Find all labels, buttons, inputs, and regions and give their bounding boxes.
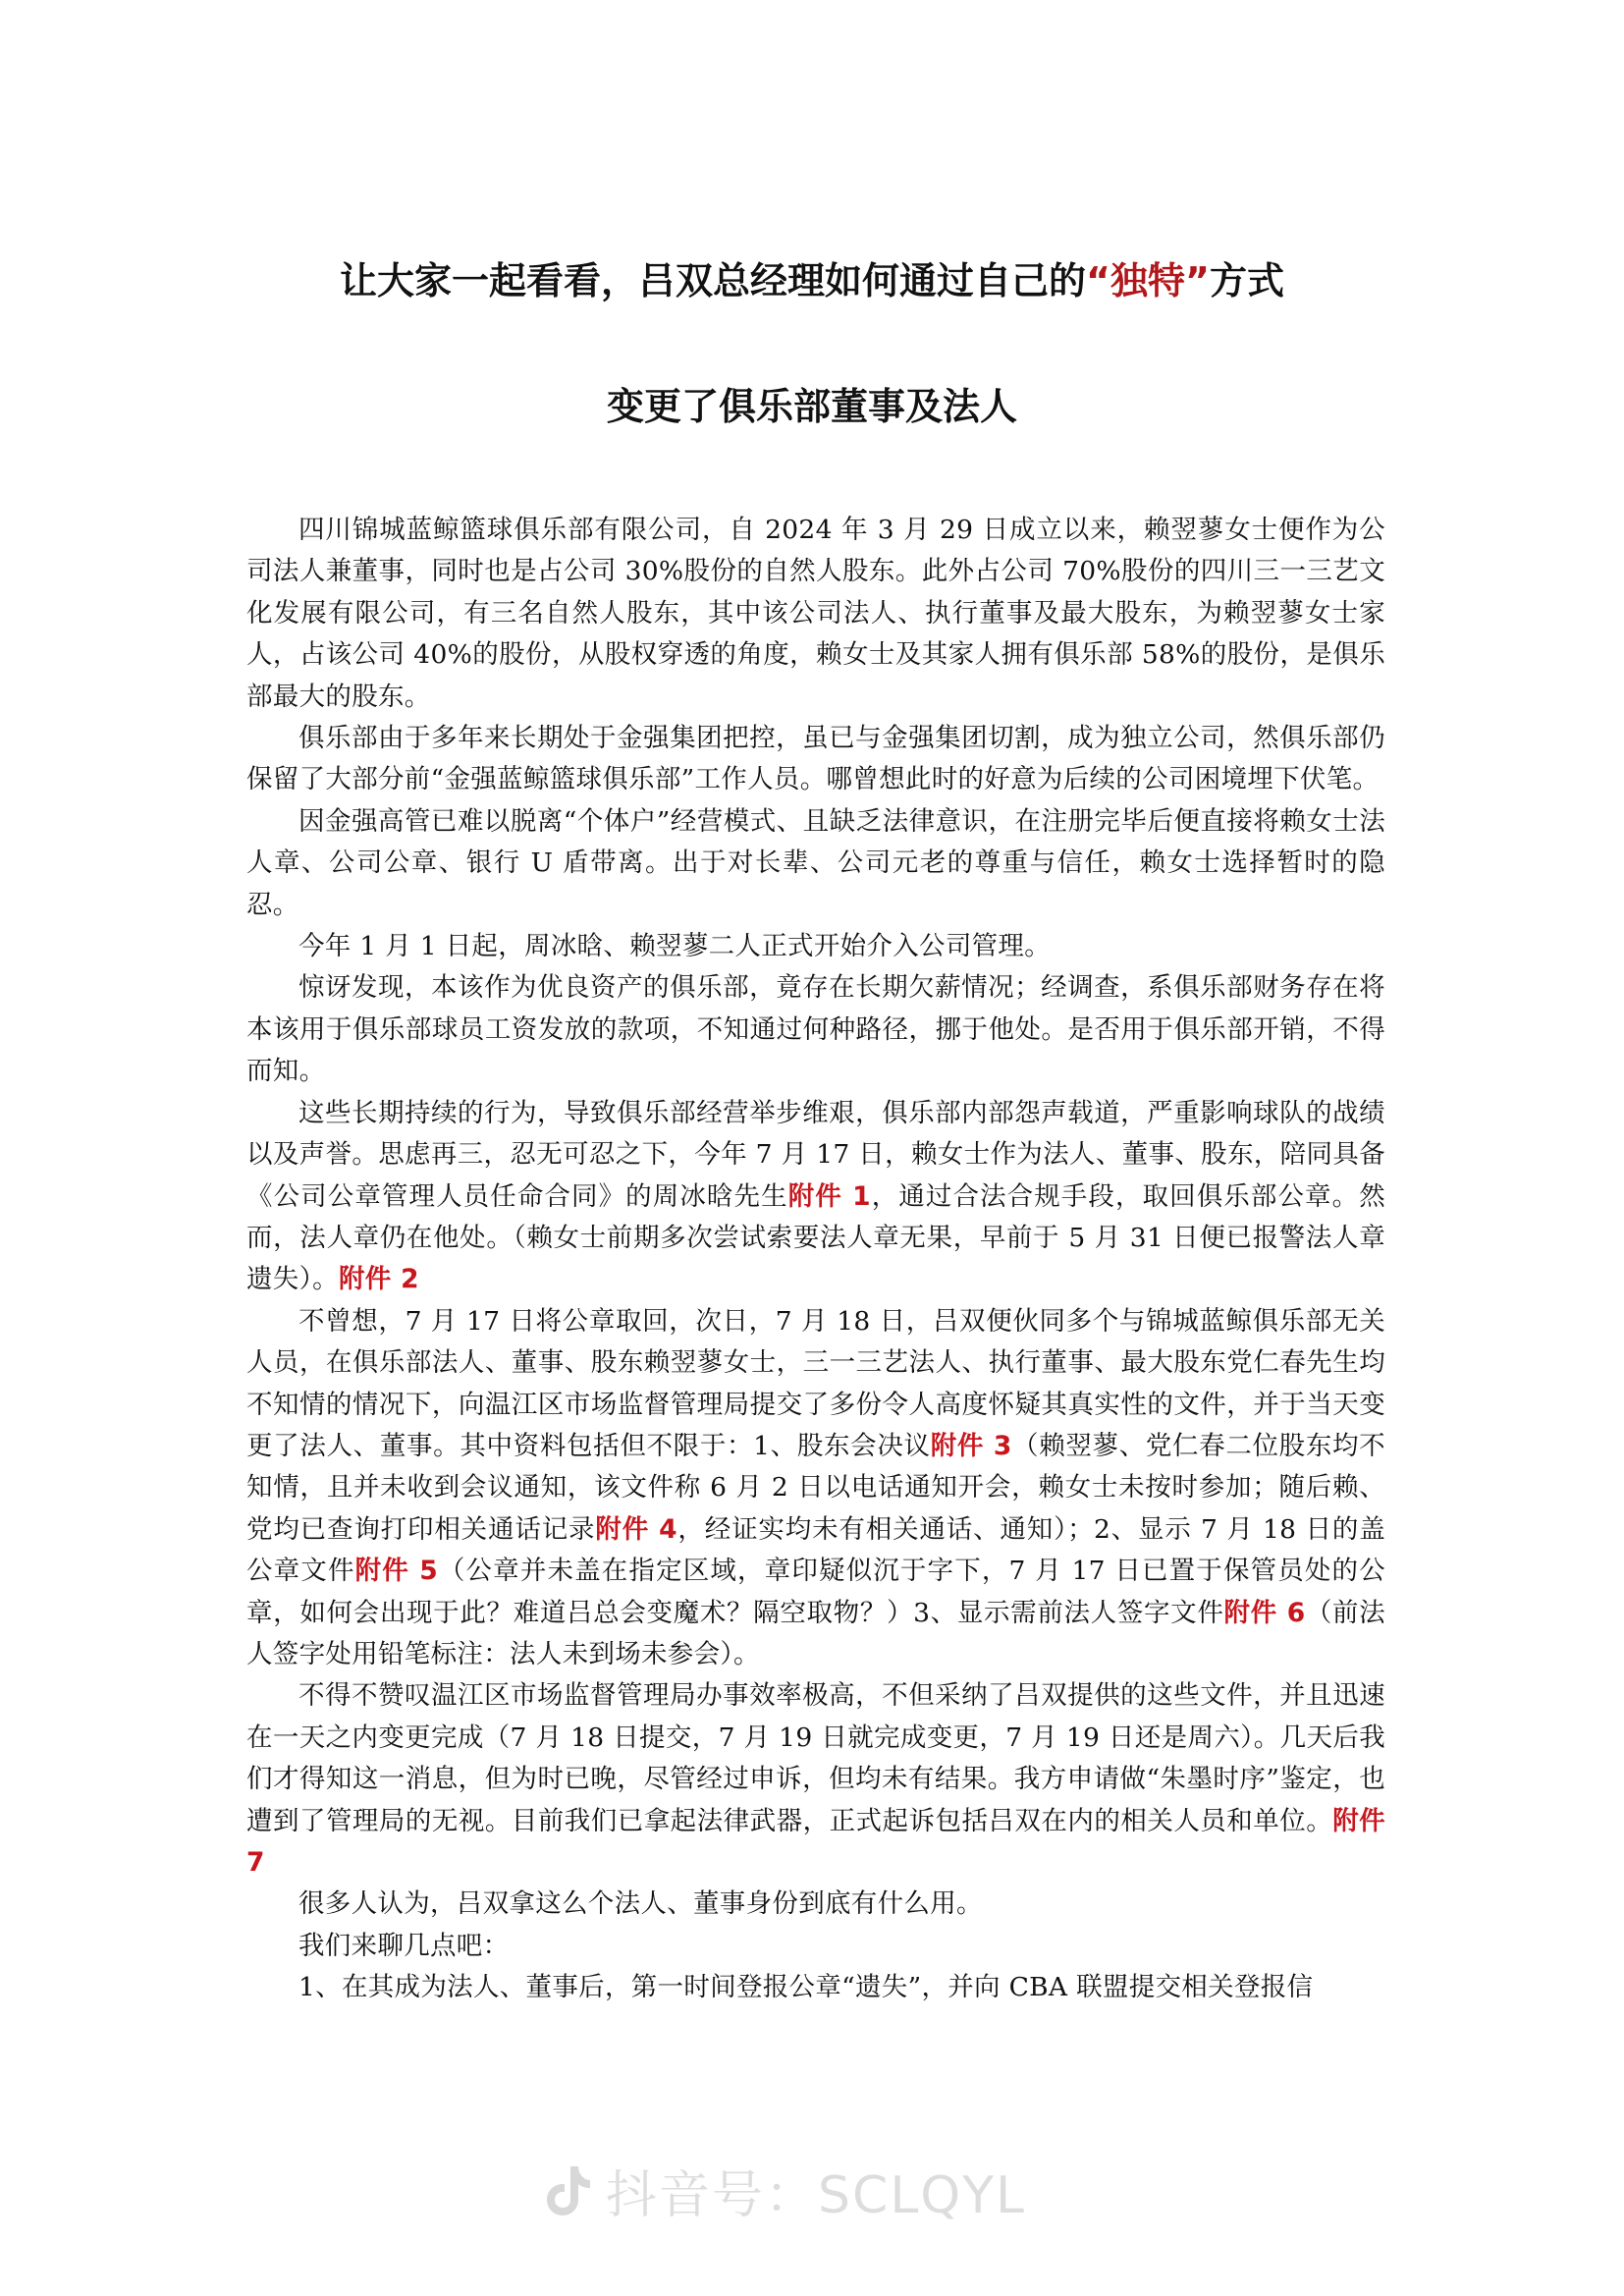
title-line-2: 变更了俱乐部董事及法人: [606, 385, 1017, 428]
title-line-1: [0, 250, 1624, 304]
title-text-after: 方式: [1209, 259, 1284, 302]
paragraph-7: [246, 1301, 1385, 1676]
attachment-3-ref: 附件 3: [930, 1430, 1012, 1461]
title-highlight: “独特”: [1086, 259, 1210, 302]
paragraph-7-text-e: （前法人签字处用铅笔标注：法人未到场未参会）。: [246, 1597, 1385, 1669]
paragraph-9: 很多人认为，吕双拿这么个法人、董事身份到底有什么用。: [298, 1888, 983, 1920]
paragraph-1: 四川锦城蓝鲸篮球俱乐部有限公司，自 2024 年 3 月 29 日成立以来，赖翌蓼女士便作为公司法人兼董事，同时也是占公司 30%股份的自然人股东。此外占公司 70%股份的四川三一三艺文化发展有限公司，有三名自然人股东，其中该公司法人、执行董事及最大股东，为赖翌蓼女士家人，占该公司 40%的股份，从股权穿透的角度，赖女士及其家人拥有俱乐部 58%的股份，是俱乐部最大的股东。: [246, 515, 1385, 712]
paragraph-11: 1、在其成为法人、董事后，第一时间登报公章“遗失”，并向 CBA 联盟提交相关登报信: [298, 1972, 1314, 2003]
paragraph-6-text-b: ，通过合法合规手段，取回俱乐部公章。然而，法人章仍在他处。（赖女士前期多次尝试索要法人章无果，早前于 5 月 31 日便已报警法人章遗失）。: [246, 1180, 1385, 1295]
paragraph-6: [246, 1093, 1385, 1301]
paragraph-4: 今年 1 月 1 日起，周冰晗、赖翌蓼二人正式开始介入公司管理。: [298, 931, 1052, 962]
paragraph-7-text-d: （公章并未盖在指定区域，章印疑似沉于字下，7 月 17 日已置于保管员处的公章，如何会出现于此？难道吕总会变魔术？隔空取物？）3、显示需前法人签字文件: [246, 1556, 1385, 1628]
paragraph-7-text-a: 不曾想，7 月 17 日将公章取回，次日，7 月 18 日，吕双便伙同多个与锦城蓝鲸俱乐部无关人员，在俱乐部法人、董事、股东赖翌蓼女士，三一三艺法人、执行董事、最大股东党仁春先生均不知情的情况下，向温江区市场监督管理局提交了多份令人高度怀疑其真实性的文件，并于当天变更了法人、董事。其中资料包括但不限于：1、股东会决议: [246, 1305, 1385, 1461]
attachment-4-ref: 附件 4: [595, 1513, 677, 1545]
paragraph-7-text-c: ，经证实均未有相关通话、通知）；2、显示 7 月 18 日的盖公章文件: [246, 1513, 1386, 1587]
watermark-text: 抖音号：SCLQYL: [606, 2165, 1026, 2225]
paragraph-8-text-a: 不得不赞叹温江区市场监督管理局办事效率极高，不但采纳了吕双提供的这些文件，并且迅速在一天之内变更完成（7 月 18 日提交，7 月 19 日就完成变更，7 月 19 日还是周六）。几天后我们才得知这一消息，但为时已晚，尽管经过申诉，但均未有结果。我方申请做“朱墨时序”鉴定，也遭到了管理局的无视。目前我们已拿起法律武器，正式起诉包括吕双在内的相关人员和单位。: [246, 1680, 1385, 1836]
paragraph-6-text-a: 这些长期持续的行为，导致俱乐部经营举步维艰，俱乐部内部怨声载道，严重影响球队的战绩以及声誉。思虑再三，忍无可忍之下，今年 7 月 17 日，赖女士作为法人、董事、股东，陪同具备《公司公章管理人员任命合同》的周冰晗先生: [246, 1097, 1385, 1212]
attachment-2-ref: 附件 2: [338, 1264, 419, 1295]
attachment-5-ref: 附件 5: [354, 1556, 439, 1587]
paragraph-7-text-b: （赖翌蓼、党仁春二位股东均不知情，且并未收到会议通知，该文件称 6 月 2 日以电话通知开会，赖女士未按时参加；随后赖、党均已查询打印相关通话记录: [246, 1430, 1385, 1545]
tiktok-logo-icon: [545, 2162, 592, 2217]
paragraph-5: 惊讶发现，本该作为优良资产的俱乐部，竟存在长期欠薪情况；经调查，系俱乐部财务存在将本该用于俱乐部球员工资发放的款项，不知通过何种路径，挪于他处。是否用于俱乐部开销，不得而知。: [246, 972, 1385, 1087]
attachment-1-ref: 附件 1: [787, 1180, 871, 1212]
attachment-6-ref: 附件 6: [1223, 1597, 1306, 1628]
paragraph-3: 因金强高管已难以脱离“个体户”经营模式、且缺乏法律意识，在注册完毕后便直接将赖女士法人章、公司公章、银行 U 盾带离。出于对长辈、公司元老的尊重与信任，赖女士选择暂时的隐忍。: [246, 805, 1385, 920]
paragraph-10: 我们来聊几点吧：: [298, 1930, 510, 1961]
attachment-7-ref: 附件 7: [246, 1805, 1385, 1878]
paragraph-8: [246, 1675, 1385, 1884]
article-body: [246, 510, 1385, 2009]
paragraph-2: 俱乐部由于多年来长期处于金强集团把控，虽已与金强集团切割，成为独立公司，然俱乐部仍保留了大部分前“金强蓝鲸篮球俱乐部”工作人员。哪曾想此时的好意为后续的公司困境埋下伏笔。: [246, 723, 1385, 795]
douyin-watermark: [545, 2156, 1026, 2224]
title-text-before: 让大家一起看看，吕双总经理如何通过自己的: [340, 259, 1087, 302]
